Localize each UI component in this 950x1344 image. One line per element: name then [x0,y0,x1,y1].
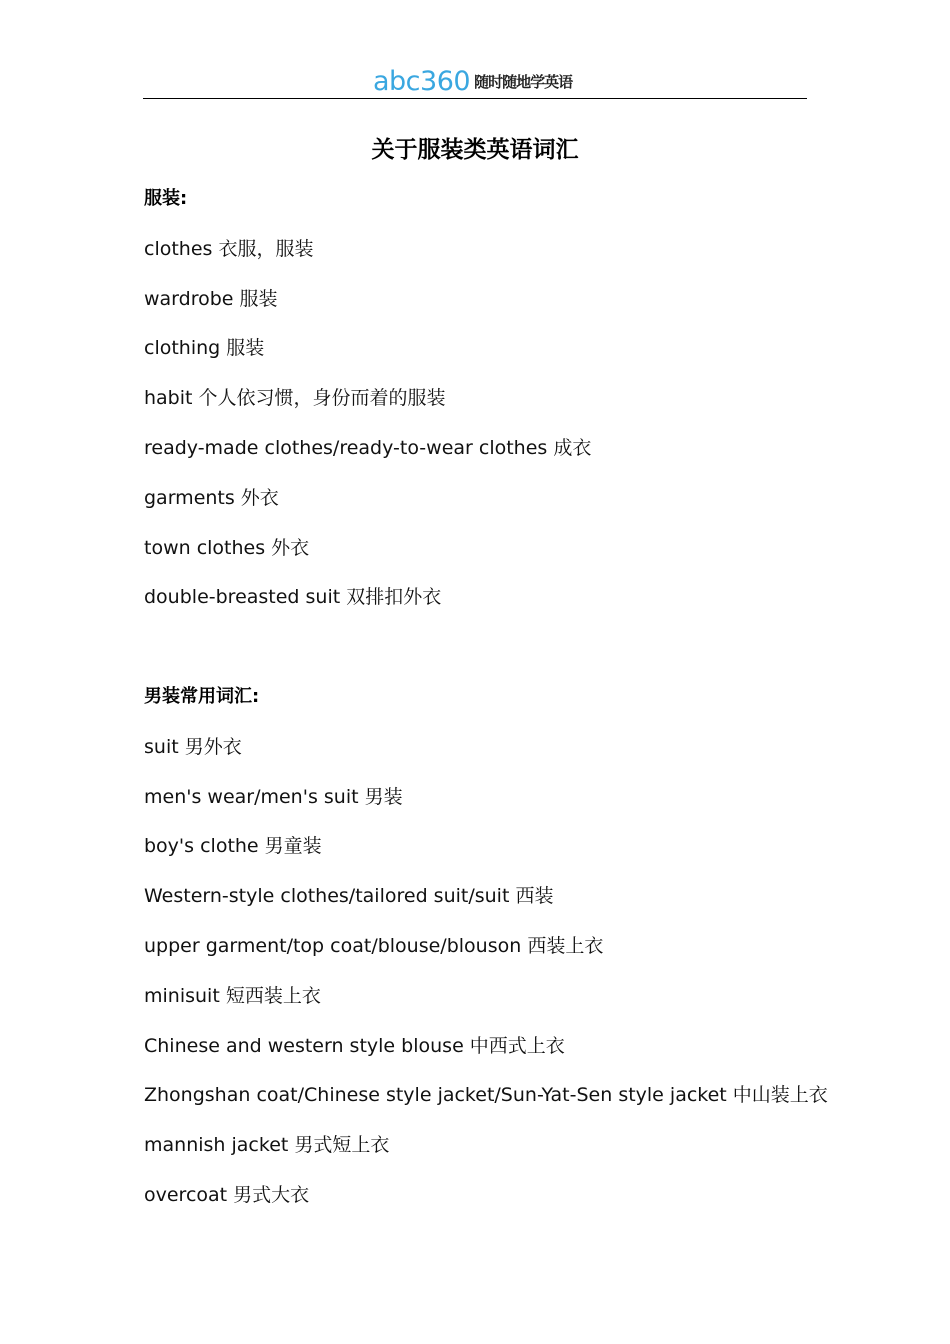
vocab-item: Chinese and western style blouse 中西式上衣 [144,1034,565,1057]
vocab-item: garments 外衣 [144,486,279,509]
vocab-item: minisuit 短西装上衣 [144,984,321,1007]
vocab-item: men's wear/men's suit 男装 [144,785,403,808]
vocab-item: Western-style clothes/tailored suit/suit 西装 [144,885,554,908]
vocab-item: mannish jacket 男式短上衣 [144,1134,390,1157]
section-gap [144,632,824,682]
vocab-item: boy's clothe 男童装 [144,835,322,858]
document-body [144,184,828,1230]
vocab-item: clothes 衣服，服装 [144,237,314,260]
vocab-item: overcoat 男式大衣 [144,1183,310,1206]
logo-brand-text: abc360 [373,66,471,97]
document-title: 关于服装类英语词汇 [371,137,579,163]
vocab-item: double-breasted suit 双排扣外衣 [144,586,442,609]
logo-slogan-text: 随时随地学英语 [474,73,573,91]
vocab-item: clothing 服装 [144,337,265,360]
vocab-item: ready-made clothes/ready-to-wear clothes 成衣 [144,436,592,459]
vocab-item: Zhongshan coat/Chinese style jacket/Sun-Yat-Sen style jacket 中山装上衣 [144,1084,828,1107]
vocab-item: suit 男外衣 [144,735,242,758]
vocab-item: habit 个人依习惯，身份而着的服装 [144,387,446,410]
brand-logo [373,68,572,96]
section-heading-menswear: 男装常用词汇: [144,685,260,707]
vocab-item: wardrobe 服装 [144,287,278,310]
vocab-item: town clothes 外衣 [144,536,310,559]
section-heading-clothing: 服装: [144,188,188,209]
vocab-item: upper garment/top coat/blouse/blouson 西装上衣 [144,934,604,957]
page-header [143,64,807,99]
